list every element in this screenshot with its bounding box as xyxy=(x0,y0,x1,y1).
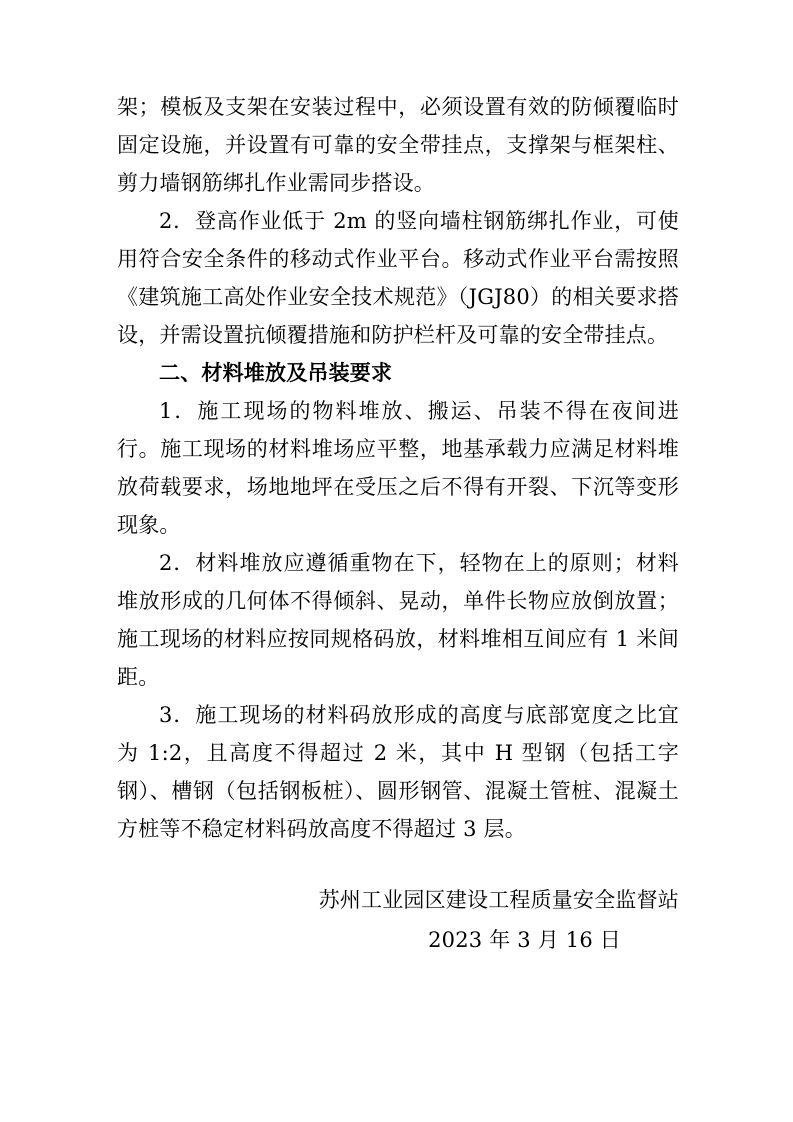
section-heading-2: 二、材料堆放及吊装要求 xyxy=(159,361,393,385)
paragraph-2-2: 2．材料堆放应遵循重物在下，轻物在上的原则；材料堆放形成的几何体不得倾斜、晃动，单件长物应放倒放置；施工现场的材料应按同规格码放，材料堆相互间应有 1 米间距。 xyxy=(117,551,679,689)
paragraph-2-3: 3．施工现场的材料码放形成的高度与底部宽度之比宜为 1:2，且高度不得超过 2 米，其中 H 型钢（包括工字钢）、槽钢（包括钢板桩）、圆形钢管、混凝土管桩、混凝土方桩等不稳定材料码放高度不得超过 3 层。 xyxy=(117,703,679,841)
paragraph-1-2: 2．登高作业低于 2m 的竖向墙柱钢筋绑扎作业，可使用符合安全条件的移动式作业平台。移动式作业平台需按照《建筑施工高处作业安全技术规范》（JGJ80）的相关要求搭设，并需设置抗倾覆措施和防护栏杆及可靠的安全带挂点。 xyxy=(117,209,679,347)
signature-date: 2023 年 3 月 16 日 xyxy=(428,928,621,952)
document-body xyxy=(117,88,679,848)
signature-block xyxy=(117,880,679,960)
paragraph-2-1: 1．施工现场的物料堆放、搬运、吊装不得在夜间进行。施工现场的材料堆场应平整，地基承载力应满足材料堆放荷载要求，场地地坪在受压之后不得有开裂、下沉等变形现象。 xyxy=(117,399,679,537)
signature-issuer: 苏州工业园区建设工程质量安全监督站 xyxy=(318,888,679,912)
paragraph-continued: 架；模板及支架在安装过程中，必须设置有效的防倾覆临时固定设施，并设置有可靠的安全带挂点，支撑架与框架柱、剪力墙钢筋绑扎作业需同步搭设。 xyxy=(117,95,679,195)
